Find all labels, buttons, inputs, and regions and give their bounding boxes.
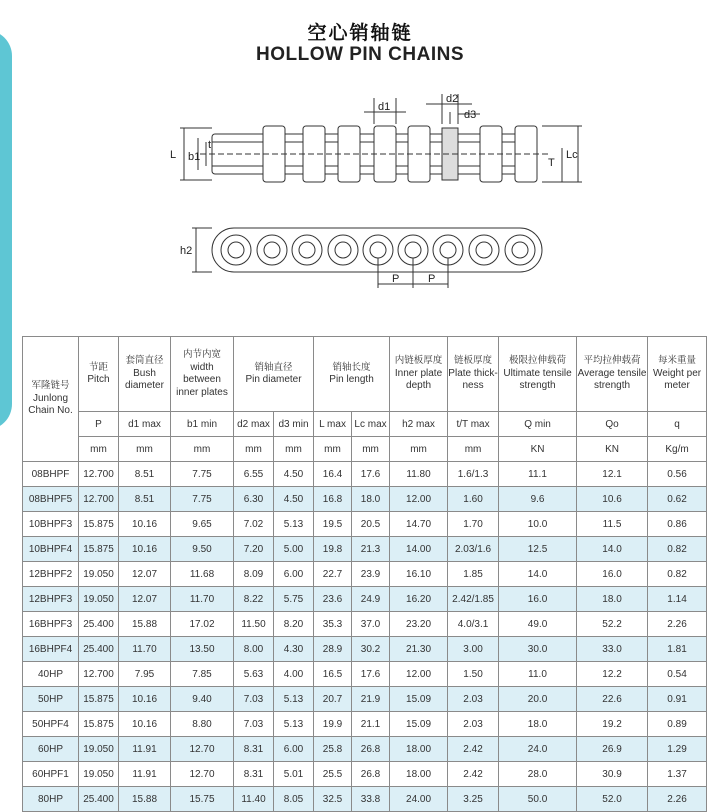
- value-cell: 12.700: [79, 487, 119, 512]
- value-cell: 4.0/3.1: [448, 612, 499, 637]
- value-cell: 14.70: [390, 512, 448, 537]
- table-row: [23, 612, 707, 637]
- value-cell: 11.70: [119, 637, 171, 662]
- table-row: [23, 712, 707, 737]
- unit-cell: mm: [352, 437, 390, 462]
- value-cell: 16.0: [577, 562, 648, 587]
- chain-number-cell: 80HP: [23, 787, 79, 812]
- value-cell: 30.2: [352, 637, 390, 662]
- value-cell: 15.75: [171, 787, 234, 812]
- value-cell: 21.30: [390, 637, 448, 662]
- value-cell: 8.51: [119, 462, 171, 487]
- value-cell: 20.0: [499, 687, 577, 712]
- value-cell: 7.75: [171, 462, 234, 487]
- value-cell: 24.0: [499, 737, 577, 762]
- value-cell: 22.7: [314, 562, 352, 587]
- value-cell: 8.22: [234, 587, 274, 612]
- unit-cell: KN: [499, 437, 577, 462]
- value-cell: 11.1: [499, 462, 577, 487]
- label-b1: b1: [188, 151, 201, 163]
- header-cn: 内链板厚度: [394, 355, 443, 367]
- chain-diagram: [150, 88, 600, 298]
- value-cell: 26.8: [352, 737, 390, 762]
- value-cell: 20.7: [314, 687, 352, 712]
- value-cell: 7.75: [171, 487, 234, 512]
- unit-cell: mm: [119, 437, 171, 462]
- header-9: [577, 337, 648, 412]
- value-cell: 1.6/1.3: [448, 462, 499, 487]
- header-cn: 内节内宽: [182, 349, 221, 360]
- value-cell: 10.16: [119, 537, 171, 562]
- value-cell: 25.5: [314, 762, 352, 787]
- value-cell: 0.62: [648, 487, 707, 512]
- header-en: Ultimate tensile strength: [503, 367, 572, 392]
- value-cell: 16.4: [314, 462, 352, 487]
- value-cell: 1.70: [448, 512, 499, 537]
- unit-cell: mm: [79, 437, 119, 462]
- value-cell: 10.6: [577, 487, 648, 512]
- chain-number-cell: 60HP: [23, 737, 79, 762]
- value-cell: 9.50: [171, 537, 234, 562]
- page-title-english: HOLLOW PIN CHAINS: [256, 44, 464, 65]
- symbol-cell: t/T max: [448, 412, 499, 437]
- value-cell: 5.63: [234, 662, 274, 687]
- header-cn: 链板厚度: [454, 355, 493, 367]
- value-cell: 10.16: [119, 712, 171, 737]
- symbol-cell: b1 min: [171, 412, 234, 437]
- label-P1: P: [392, 273, 400, 285]
- value-cell: 10.16: [119, 512, 171, 537]
- value-cell: 8.80: [171, 712, 234, 737]
- value-cell: 19.2: [577, 712, 648, 737]
- table-row: [23, 687, 707, 712]
- value-cell: 12.00: [390, 487, 448, 512]
- value-cell: 11.50: [234, 612, 274, 637]
- table-row: [23, 787, 707, 812]
- value-cell: 24.9: [352, 587, 390, 612]
- value-cell: 19.050: [79, 562, 119, 587]
- header-cn: 极限拉伸载荷: [509, 355, 567, 367]
- value-cell: 9.40: [171, 687, 234, 712]
- label-h2: h2: [180, 245, 193, 257]
- label-P2: P: [428, 273, 436, 285]
- value-cell: 16.0: [499, 587, 577, 612]
- value-cell: 2.26: [648, 787, 707, 812]
- table-row: [23, 462, 707, 487]
- unit-cell: mm: [314, 437, 352, 462]
- value-cell: 7.03: [234, 687, 274, 712]
- value-cell: 33.0: [577, 637, 648, 662]
- label-t: t: [208, 139, 212, 151]
- chain-number-cell: 16BHPF3: [23, 612, 79, 637]
- value-cell: 16.20: [390, 587, 448, 612]
- value-cell: 10.16: [119, 687, 171, 712]
- symbol-cell: Qo: [577, 412, 648, 437]
- value-cell: 22.6: [577, 687, 648, 712]
- value-cell: 15.875: [79, 537, 119, 562]
- value-cell: 7.20: [234, 537, 274, 562]
- value-cell: 8.31: [234, 762, 274, 787]
- value-cell: 1.37: [648, 762, 707, 787]
- value-cell: 5.75: [274, 587, 314, 612]
- value-cell: 7.95: [119, 662, 171, 687]
- chain-number-cell: 50HP: [23, 687, 79, 712]
- value-cell: 23.20: [390, 612, 448, 637]
- value-cell: 1.50: [448, 662, 499, 687]
- value-cell: 5.13: [274, 687, 314, 712]
- label-d2: d2: [446, 93, 459, 105]
- value-cell: 12.5: [499, 537, 577, 562]
- header-cn: 军隆链号: [31, 380, 70, 392]
- value-cell: 12.700: [79, 462, 119, 487]
- value-cell: 25.400: [79, 787, 119, 812]
- unit-cell: mm: [448, 437, 499, 462]
- header-2: [119, 337, 171, 412]
- value-cell: 15.875: [79, 512, 119, 537]
- value-cell: 19.050: [79, 762, 119, 787]
- value-cell: 16.8: [314, 487, 352, 512]
- value-cell: 12.2: [577, 662, 648, 687]
- value-cell: 11.80: [390, 462, 448, 487]
- value-cell: 50.0: [499, 787, 577, 812]
- value-cell: 18.0: [499, 712, 577, 737]
- value-cell: 4.00: [274, 662, 314, 687]
- header-10: [648, 337, 707, 412]
- value-cell: 28.9: [314, 637, 352, 662]
- value-cell: 11.5: [577, 512, 648, 537]
- table-row: [23, 587, 707, 612]
- value-cell: 18.00: [390, 737, 448, 762]
- value-cell: 5.13: [274, 512, 314, 537]
- symbol-cell: Q min: [499, 412, 577, 437]
- value-cell: 6.00: [274, 562, 314, 587]
- value-cell: 19.5: [314, 512, 352, 537]
- value-cell: 1.60: [448, 487, 499, 512]
- value-cell: 23.9: [352, 562, 390, 587]
- value-cell: 0.82: [648, 562, 707, 587]
- value-cell: 5.13: [274, 712, 314, 737]
- value-cell: 12.700: [79, 662, 119, 687]
- value-cell: 9.6: [499, 487, 577, 512]
- header-en: Junlong Chain No.: [28, 392, 73, 417]
- value-cell: 2.42: [448, 737, 499, 762]
- header-cn: 平均拉伸载荷: [583, 355, 641, 367]
- value-cell: 0.82: [648, 537, 707, 562]
- symbol-cell: L max: [314, 412, 352, 437]
- label-d1: d1: [378, 101, 391, 113]
- chain-spec-table: [22, 336, 707, 812]
- header-5: [314, 337, 390, 412]
- side-tab-decoration: [0, 30, 12, 430]
- header-3: [171, 337, 234, 412]
- value-cell: 25.8: [314, 737, 352, 762]
- unit-cell: Kg/m: [648, 437, 707, 462]
- symbol-cell: d3 min: [274, 412, 314, 437]
- symbol-cell: d1 max: [119, 412, 171, 437]
- header-en: Bush diameter: [125, 367, 164, 392]
- unit-cell: mm: [390, 437, 448, 462]
- value-cell: 5.00: [274, 537, 314, 562]
- page-title-chinese: 空心销轴链: [307, 22, 413, 44]
- value-cell: 1.81: [648, 637, 707, 662]
- header-cn: 套筒直径: [125, 355, 164, 367]
- value-cell: 2.26: [648, 612, 707, 637]
- value-cell: 15.09: [390, 712, 448, 737]
- value-cell: 19.050: [79, 587, 119, 612]
- value-cell: 25.400: [79, 612, 119, 637]
- label-L: L: [170, 149, 177, 161]
- header-8: [499, 337, 577, 412]
- table-row: [23, 662, 707, 687]
- value-cell: 8.00: [234, 637, 274, 662]
- value-cell: 0.54: [648, 662, 707, 687]
- value-cell: 4.50: [274, 462, 314, 487]
- chain-number-cell: 16BHPF4: [23, 637, 79, 662]
- value-cell: 7.03: [234, 712, 274, 737]
- value-cell: 2.03: [448, 687, 499, 712]
- value-cell: 49.0: [499, 612, 577, 637]
- value-cell: 6.30: [234, 487, 274, 512]
- value-cell: 17.6: [352, 462, 390, 487]
- header-cn: 每米重量: [658, 355, 697, 367]
- value-cell: 52.0: [577, 787, 648, 812]
- chain-number-cell: 60HPF1: [23, 762, 79, 787]
- value-cell: 28.0: [499, 762, 577, 787]
- value-cell: 2.03: [448, 712, 499, 737]
- value-cell: 9.65: [171, 512, 234, 537]
- value-cell: 11.68: [171, 562, 234, 587]
- value-cell: 14.00: [390, 537, 448, 562]
- value-cell: 8.05: [274, 787, 314, 812]
- value-cell: 1.14: [648, 587, 707, 612]
- value-cell: 11.40: [234, 787, 274, 812]
- label-Lc: Lc: [566, 149, 578, 161]
- value-cell: 10.0: [499, 512, 577, 537]
- value-cell: 4.50: [274, 487, 314, 512]
- value-cell: 3.25: [448, 787, 499, 812]
- value-cell: 16.5: [314, 662, 352, 687]
- unit-cell: KN: [577, 437, 648, 462]
- value-cell: 15.88: [119, 787, 171, 812]
- value-cell: 19.9: [314, 712, 352, 737]
- value-cell: 21.9: [352, 687, 390, 712]
- value-cell: 30.0: [499, 637, 577, 662]
- header-6: [390, 337, 448, 412]
- label-d3: d3: [464, 109, 477, 121]
- header-cn: 销轴长度: [332, 361, 371, 373]
- chain-number-cell: 08BHPF: [23, 462, 79, 487]
- chain-number-cell: 50HPF4: [23, 712, 79, 737]
- header-en: Pin diameter: [245, 374, 302, 385]
- table-row: [23, 487, 707, 512]
- header-en: Pin length: [329, 374, 374, 385]
- value-cell: 0.86: [648, 512, 707, 537]
- value-cell: 11.91: [119, 737, 171, 762]
- value-cell: 15.09: [390, 687, 448, 712]
- header-en: Plate thick-ness: [448, 367, 498, 392]
- value-cell: 12.70: [171, 737, 234, 762]
- value-cell: 15.875: [79, 687, 119, 712]
- value-cell: 30.9: [577, 762, 648, 787]
- value-cell: 8.09: [234, 562, 274, 587]
- value-cell: 6.55: [234, 462, 274, 487]
- table-row: [23, 637, 707, 662]
- value-cell: 12.07: [119, 562, 171, 587]
- value-cell: 25.400: [79, 637, 119, 662]
- value-cell: 4.30: [274, 637, 314, 662]
- value-cell: 17.6: [352, 662, 390, 687]
- chain-number-cell: 40HP: [23, 662, 79, 687]
- header-cn: 节距: [88, 361, 108, 373]
- value-cell: 8.31: [234, 737, 274, 762]
- value-cell: 11.70: [171, 587, 234, 612]
- header-1: [79, 337, 119, 412]
- value-cell: 14.0: [577, 537, 648, 562]
- table-row: [23, 512, 707, 537]
- chain-number-cell: 12BHPF2: [23, 562, 79, 587]
- value-cell: 7.85: [171, 662, 234, 687]
- value-cell: 18.0: [577, 587, 648, 612]
- value-cell: 24.00: [390, 787, 448, 812]
- value-cell: 18.0: [352, 487, 390, 512]
- value-cell: 11.91: [119, 762, 171, 787]
- value-cell: 12.1: [577, 462, 648, 487]
- value-cell: 35.3: [314, 612, 352, 637]
- value-cell: 2.42/1.85: [448, 587, 499, 612]
- unit-cell: mm: [171, 437, 234, 462]
- value-cell: 15.875: [79, 712, 119, 737]
- chain-number-cell: 12BHPF3: [23, 587, 79, 612]
- header-en: Inner plate depth: [394, 367, 443, 392]
- value-cell: 13.50: [171, 637, 234, 662]
- header-4: [234, 337, 314, 412]
- header-cn: 销轴直径: [254, 361, 293, 373]
- symbol-cell: Lc max: [352, 412, 390, 437]
- unit-cell: mm: [234, 437, 274, 462]
- value-cell: 0.56: [648, 462, 707, 487]
- chain-number-cell: 08BHPF5: [23, 487, 79, 512]
- header-7: [448, 337, 499, 412]
- header-0: [23, 337, 79, 462]
- value-cell: 14.0: [499, 562, 577, 587]
- value-cell: 0.89: [648, 712, 707, 737]
- value-cell: 16.10: [390, 562, 448, 587]
- value-cell: 0.91: [648, 687, 707, 712]
- value-cell: 3.00: [448, 637, 499, 662]
- header-en: Pitch: [87, 374, 110, 385]
- symbol-cell: P: [79, 412, 119, 437]
- table-row: [23, 737, 707, 762]
- value-cell: 18.00: [390, 762, 448, 787]
- table-row: [23, 537, 707, 562]
- value-cell: 32.5: [314, 787, 352, 812]
- value-cell: 8.51: [119, 487, 171, 512]
- symbol-cell: h2 max: [390, 412, 448, 437]
- header-en: Weight per meter: [652, 367, 702, 392]
- value-cell: 23.6: [314, 587, 352, 612]
- value-cell: 2.42: [448, 762, 499, 787]
- header-en: Average tensile strength: [577, 367, 647, 392]
- value-cell: 26.9: [577, 737, 648, 762]
- chain-number-cell: 10BHPF3: [23, 512, 79, 537]
- value-cell: 12.00: [390, 662, 448, 687]
- value-cell: 12.07: [119, 587, 171, 612]
- value-cell: 21.1: [352, 712, 390, 737]
- value-cell: 21.3: [352, 537, 390, 562]
- header-en: width between inner plates: [176, 361, 228, 398]
- value-cell: 12.70: [171, 762, 234, 787]
- unit-cell: mm: [274, 437, 314, 462]
- table-row: [23, 762, 707, 787]
- value-cell: 7.02: [234, 512, 274, 537]
- value-cell: 17.02: [171, 612, 234, 637]
- value-cell: 8.20: [274, 612, 314, 637]
- table-row: [23, 562, 707, 587]
- chain-number-cell: 10BHPF4: [23, 537, 79, 562]
- symbol-cell: d2 max: [234, 412, 274, 437]
- value-cell: 26.8: [352, 762, 390, 787]
- value-cell: 20.5: [352, 512, 390, 537]
- value-cell: 5.01: [274, 762, 314, 787]
- value-cell: 1.29: [648, 737, 707, 762]
- value-cell: 37.0: [352, 612, 390, 637]
- value-cell: 52.2: [577, 612, 648, 637]
- value-cell: 19.050: [79, 737, 119, 762]
- value-cell: 1.85: [448, 562, 499, 587]
- value-cell: 2.03/1.6: [448, 537, 499, 562]
- value-cell: 11.0: [499, 662, 577, 687]
- symbol-cell: q: [648, 412, 707, 437]
- value-cell: 6.00: [274, 737, 314, 762]
- value-cell: 19.8: [314, 537, 352, 562]
- value-cell: 33.8: [352, 787, 390, 812]
- value-cell: 15.88: [119, 612, 171, 637]
- label-T: T: [548, 157, 555, 169]
